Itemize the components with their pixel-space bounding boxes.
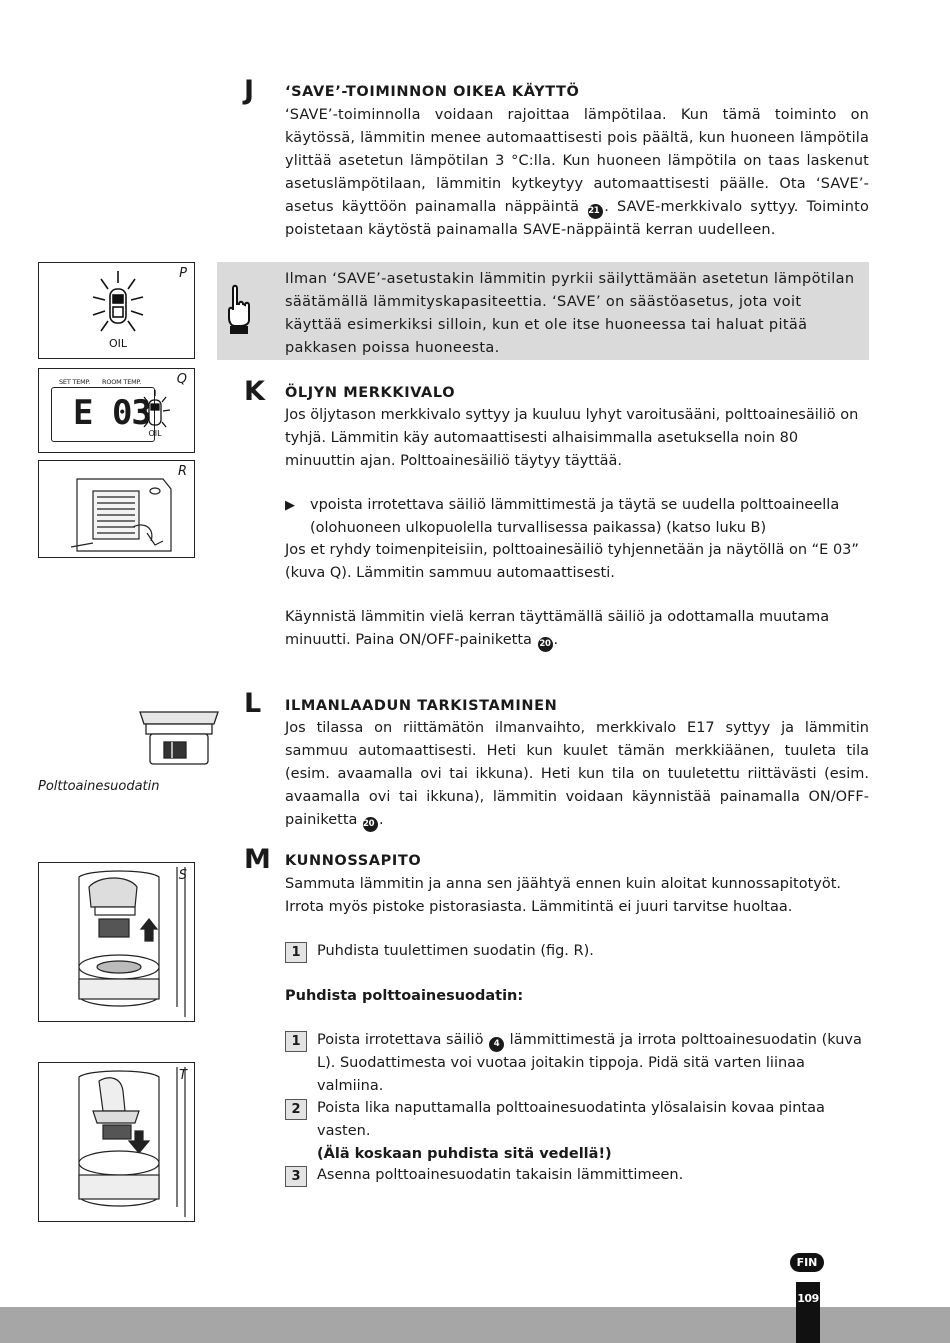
button-ref-icon: 21	[588, 204, 603, 219]
room-temp-label: ROOM TEMP.	[102, 378, 142, 386]
fuel-filter-illustration	[136, 708, 222, 770]
section-j-text-2: . SAVE-merkkivalo syttyy. Toiminto poistetaan käytöstä painamalla SAVE-näppäintä kerran uudelleen.	[285, 199, 869, 238]
figure-label: S	[178, 868, 187, 883]
figure-label: R	[177, 464, 187, 479]
set-temp-label: SET TEMP.	[59, 378, 91, 386]
step-fan-filter	[285, 940, 875, 963]
section-letter-k: K	[244, 376, 265, 407]
section-letter-j: J	[244, 75, 255, 106]
error-code-display: E 03	[73, 393, 151, 433]
section-k-p2: Jos et ryhdy toimenpiteisiin, polttoainesäiliö tyhjennetään ja näytöllä on “E 03” (kuva Q). Lämmitin sammuu automaattisesti.	[285, 542, 859, 581]
figure-label: Q	[176, 372, 187, 387]
section-k-p3-text: Käynnistä lämmitin vielä kerran täyttämällä säiliö ja odottamalla muutama minuutti. Paina ON/OFF-painiketta	[285, 609, 830, 648]
step-number: 2	[285, 1099, 307, 1120]
step-number: 1	[285, 942, 307, 963]
oil-label: OIL	[148, 429, 162, 438]
step-text	[317, 1029, 875, 1098]
oil-indicator-icon	[139, 389, 171, 441]
section-title-j: ‘SAVE’-TOIMINNON OIKEA KÄYTTÖ	[285, 84, 580, 100]
section-title-l: ILMANLAADUN TARKISTAMINEN	[285, 698, 558, 714]
figure-s	[38, 862, 195, 1022]
section-l-text: Jos tilassa on riittämätön ilmanvaihto, merkkivalo E17 syttyy ja lämmitin sammuu automaattisesti. Heti kun kuulet tämän merkkiäänen, tuuleta tila (esim. avaamalla ovi tai ikkuna). Heti kun tila on tuuletettu riittävästi (esim. avaamalla ovi tai ikkuna), lämmitin voidaan käynnistää painamalla ON/OFF-painiketta	[285, 720, 869, 828]
language-badge: FIN	[790, 1253, 824, 1272]
step-3	[285, 1164, 875, 1187]
step-number: 3	[285, 1166, 307, 1187]
figure-t	[38, 1062, 195, 1222]
oil-label: OIL	[108, 337, 128, 350]
step-text: Asenna polttoainesuodatin takaisin lämmittimeen.	[317, 1167, 684, 1183]
section-letter-m: M	[244, 844, 271, 875]
section-title-k: ÖLJYN MERKKIVALO	[285, 385, 456, 401]
section-title-m: KUNNOSSAPITO	[285, 853, 422, 869]
fuel-filter-caption: Polttoainesuodatin	[38, 779, 160, 794]
step-1	[285, 1029, 875, 1098]
step-1-post: lämmittimestä ja irrota polttoainesuodatin (kuva L). Suodattimesta voi vuotaa joitakin tippoja. Pidä sitä varten liinaa valmiina.	[317, 1032, 862, 1094]
figure-label: P	[179, 266, 187, 281]
oil-indicator-icon	[87, 269, 149, 353]
step-2-warning: (Älä koskaan puhdista sitä vedellä!)	[317, 1146, 612, 1162]
section-k-p1: Jos öljytason merkkivalo syttyy ja kuuluu lyhyt varoitusääni, polttoainesäiliö on tyhjä. Lämmitin käy automaattisesti alhaisimmalla asetuksella noin 80 minuuttin ajan. Polttoainesäiliö täytyy täyttää.	[285, 407, 859, 469]
step-text: Puhdista tuulettimen suodatin (fig. R).	[317, 943, 594, 959]
note-text: Ilman ‘SAVE’-asetustakin lämmitin pyrkii säilyttämään asetetun lämpötilan säätämällä lämmityskapasiteettia. ‘SAVE’ on säästöasetus, jota voit käyttää esimerkiksi silloin, kun et ole itse huoneessa tai haluat pitää pakkasen poissa huoneesta.	[285, 271, 855, 356]
bullet-arrow-icon: ▶	[285, 498, 295, 513]
section-body-j	[285, 104, 869, 242]
bullet-text: vpoista irrotettava säiliö lämmittimestä ja täytä se uudella polttoaineella (olohuoneen ulkopuolella turvallisessa paikassa) (katso luku B)	[310, 497, 840, 536]
step-2-text: Poista lika naputtamalla polttoainesuodatinta ylösalaisin kovaa pintaa vasten.	[317, 1100, 825, 1139]
filter-removal-illustration	[49, 867, 195, 1019]
section-k-p3-end: .	[553, 632, 559, 648]
filter-tapping-illustration	[49, 1067, 195, 1219]
section-letter-l: L	[244, 688, 262, 719]
subheading: Puhdista polttoainesuodatin:	[285, 988, 524, 1004]
section-k-p3	[285, 606, 869, 652]
button-ref-icon: 20	[538, 637, 553, 652]
section-k-bullet	[285, 494, 869, 540]
figure-q	[38, 368, 195, 453]
section-l-p1	[285, 717, 869, 832]
button-ref-icon: 4	[489, 1037, 504, 1052]
figure-r	[38, 460, 195, 558]
step-1-pre: Poista irrotettava säiliö	[317, 1032, 484, 1048]
button-ref-icon: 20	[363, 817, 378, 832]
heater-back-illustration	[63, 471, 193, 557]
section-j-text: ‘SAVE’-toiminnolla voidaan rajoittaa lämpötilaa. Kun tämä toiminto on käytössä, lämmitin menee automaattisesti pois päältä, kun huoneen lämpötila ylittää asetetun lämpötilan 3 °C:lla. Kun huoneen lämpötila on taas laskenut asetuslämpötilaan, lämmitin kytkeytyy automaattisesti päälle. Ota ‘SAVE’-asetus käyttöön painamalla näppäintä	[285, 107, 869, 215]
step-2	[285, 1097, 875, 1166]
page-number: 109	[797, 1292, 819, 1305]
figure-label: T	[179, 1068, 187, 1083]
figure-p	[38, 262, 195, 359]
section-m-intro: Sammuta lämmitin ja anna sen jäähtyä ennen kuin aloitat kunnossapitotyöt. Irrota myös pistoke pistorasiasta. Lämmitintä ei juuri tarvitse huoltaa.	[285, 876, 841, 915]
step-text	[317, 1097, 875, 1166]
step-number: 1	[285, 1031, 307, 1052]
pointing-hand-icon	[223, 284, 255, 336]
section-l-end: .	[379, 812, 384, 828]
